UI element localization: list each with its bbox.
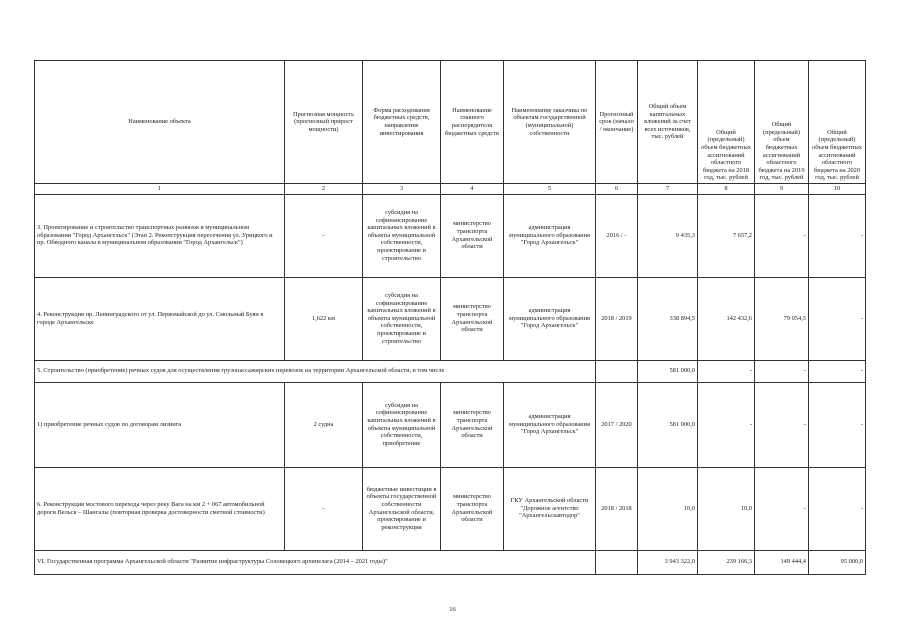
header-cell: Прогнозный срок (начало / окончание) — [596, 61, 638, 184]
y2018-cell: 10,0 — [698, 467, 755, 550]
header-cell: Наименование объекта — [35, 61, 285, 184]
total-cell: 338 894,5 — [638, 277, 698, 360]
column-number: 8 — [698, 184, 755, 195]
manager-cell: министерство транспорта Архангельской области — [441, 194, 504, 277]
header-cell: Общий (предельный) объем бюджетных ассигнований областного бюджета на 2020 год, тыс. рублей — [809, 61, 866, 184]
table-header-row — [35, 61, 866, 184]
object-name-cell: 1) приобретение речных судов по договорам лизинга — [35, 382, 285, 467]
y2018-cell: - — [698, 382, 755, 467]
y2020-cell: - — [809, 277, 866, 360]
form-cell: субсидия на софинансирование капитальных вложений в объекты муниципальной собственности, проектирование и строительство — [363, 194, 441, 277]
page-number: 16 — [449, 606, 456, 613]
y2018-cell: 142 432,6 — [698, 277, 755, 360]
column-number: 3 — [363, 184, 441, 195]
term-cell: 2016 / - — [596, 194, 638, 277]
header-cell: Прогнозная мощность (прогнозный прирост мощности) — [285, 61, 363, 184]
y2018-cell: - — [698, 360, 755, 382]
column-number: 2 — [285, 184, 363, 195]
table-row — [35, 277, 866, 360]
term-cell: 2017 / 2020 — [596, 382, 638, 467]
column-number: 1 — [35, 184, 285, 195]
total-cell: 3 943 322,0 — [638, 550, 698, 574]
column-number: 5 — [504, 184, 596, 195]
y2019-cell: - — [755, 360, 809, 382]
object-name-cell: 3. Проектирование и строительство транспортных развязок в муниципальном образовании "Город Архангельск" (Этап 2. Реконструкция пересечения ул. Урицкого и пр. Обводного канала в муниципальном образовании "Город Архангельск") — [35, 194, 285, 277]
manager-cell: министерство транспорта Архангельской области — [441, 382, 504, 467]
table-row — [35, 467, 866, 550]
header-cell: Наименование заказчика по объектам государственной (муниципальной) собственности — [504, 61, 596, 184]
y2020-cell: - — [809, 194, 866, 277]
y2020-cell: - — [809, 467, 866, 550]
y2019-cell: 149 444,4 — [755, 550, 809, 574]
table-row — [35, 360, 866, 382]
y2019-cell: - — [755, 194, 809, 277]
y2019-cell: 79 054,5 — [755, 277, 809, 360]
header-cell: Общий объем капитальных вложений за счет всех источников, тыс. рублей — [638, 61, 698, 184]
header-cell: Общий (предельный) объем бюджетных ассигнований областного бюджета на 2019 год, тыс. рублей — [755, 61, 809, 184]
capacity-cell: 2 судна — [285, 382, 363, 467]
y2019-cell: - — [755, 467, 809, 550]
column-number: 9 — [755, 184, 809, 195]
y2020-cell: 95 000,0 — [809, 550, 866, 574]
section-name-cell: 5. Строительство (приобретение) речных судов для осуществления грузопассажирских перевозок на территории Архангельской области, в том числе — [35, 360, 596, 382]
form-cell: бюджетные инвестиции в объекты государственной собственности Архангельской области, проектирование и реконструкция — [363, 467, 441, 550]
total-cell: 10,0 — [638, 467, 698, 550]
capacity-cell: - — [285, 467, 363, 550]
object-name-cell: 4. Реконструкция пр. Ленинградского от ул. Первомайской до ул. Смольный Буян в городе Архангельске — [35, 277, 285, 360]
header-cell: Форма расходования бюджетных средств, направление инвестирования — [363, 61, 441, 184]
total-cell: 581 000,0 — [638, 360, 698, 382]
column-number: 4 — [441, 184, 504, 195]
manager-cell: министерство транспорта Архангельской области — [441, 277, 504, 360]
customer-cell: администрация муниципального образования "Город Архангельск" — [504, 277, 596, 360]
column-number: 6 — [596, 184, 638, 195]
table-row — [35, 382, 866, 467]
y2018-cell: 239 166,3 — [698, 550, 755, 574]
column-number-row — [35, 184, 866, 195]
term-cell: 2018 / 2019 — [596, 277, 638, 360]
customer-cell: администрация муниципального образования "Город Архангельск" — [504, 382, 596, 467]
section-name-cell: VI. Государственная программа Архангельской области "Развитие инфраструктуры Соловецкого архипелага (2014 – 2021 годы)" — [35, 550, 596, 574]
empty-cell — [596, 360, 638, 382]
customer-cell: администрация муниципального образования "Город Архангельск" — [504, 194, 596, 277]
empty-cell — [596, 550, 638, 574]
form-cell: субсидия на софинансирование капитальных вложений в объекты муниципальной собственности, приобретение — [363, 382, 441, 467]
total-cell: 9 435,3 — [638, 194, 698, 277]
table-row — [35, 194, 866, 277]
customer-cell: ГКУ Архангельской области "Дорожное агентство "Архангельскавтодор" — [504, 467, 596, 550]
form-cell: субсидия на софинансирование капитальных вложений в объекты муниципальной собственности, проектирование и строительство — [363, 277, 441, 360]
y2020-cell: - — [809, 382, 866, 467]
table-row — [35, 550, 866, 574]
y2020-cell: - — [809, 360, 866, 382]
total-cell: 581 000,0 — [638, 382, 698, 467]
capacity-cell: - — [285, 194, 363, 277]
y2019-cell: - — [755, 382, 809, 467]
budget-table — [34, 60, 866, 575]
column-number: 7 — [638, 184, 698, 195]
header-cell: Наименование главного распорядителя бюджетных средств — [441, 61, 504, 184]
y2018-cell: 7 657,2 — [698, 194, 755, 277]
manager-cell: министерство транспорта Архангельской области — [441, 467, 504, 550]
capacity-cell: 1,622 км — [285, 277, 363, 360]
term-cell: 2018 / 2018 — [596, 467, 638, 550]
column-number: 10 — [809, 184, 866, 195]
header-cell: Общий (предельный) объем бюджетных ассигнований областного бюджета на 2018 год, тыс. рублей — [698, 61, 755, 184]
object-name-cell: 6. Реконструкция мостового перехода через реку Вага на км 2 + 067 автомобильной дороги Вельск – Шангалы (повторная проверка достоверности сметной стоимости) — [35, 467, 285, 550]
